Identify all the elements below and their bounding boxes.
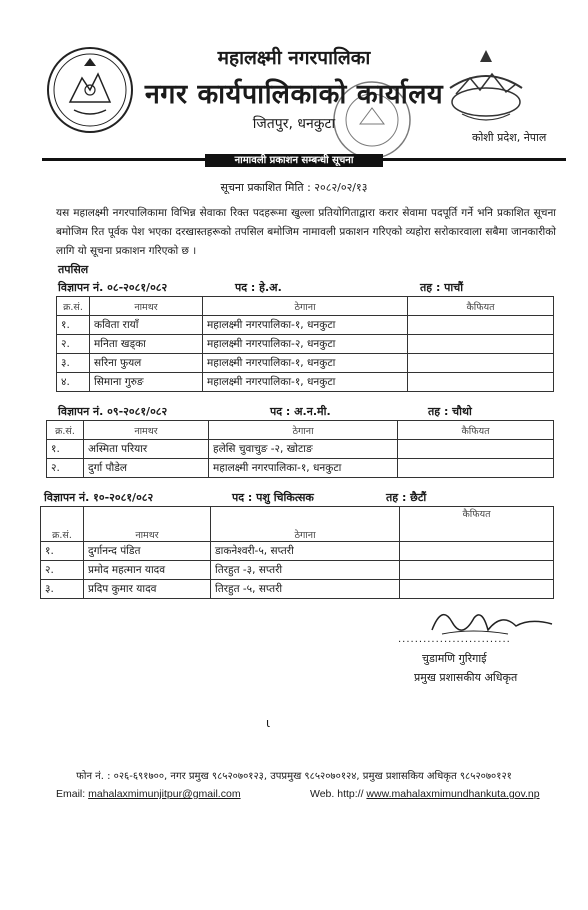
cell-remarks	[408, 373, 554, 392]
cell-name: सरिना फुयल	[90, 354, 203, 373]
applicant-table	[46, 420, 554, 478]
applicant-table	[56, 296, 554, 392]
cell-serial: ३.	[57, 354, 90, 373]
cell-serial: ४.	[57, 373, 90, 392]
cell-name: दुर्गा पौडेल	[84, 459, 209, 478]
col-address: ठेगाना	[211, 507, 400, 542]
cell-remarks	[408, 316, 554, 335]
cell-remarks	[398, 459, 554, 478]
table-row	[57, 335, 554, 354]
table-row	[57, 373, 554, 392]
table-row	[41, 561, 554, 580]
cell-remarks	[408, 354, 554, 373]
cell-name: अस्मिता परियार	[84, 440, 209, 459]
cell-serial: ३.	[41, 580, 84, 599]
col-serial: क्र.सं.	[41, 507, 84, 542]
col-name: नामथर	[90, 297, 203, 316]
table-header-row	[57, 297, 554, 316]
stray-mark: ɩ	[266, 716, 271, 730]
cell-name: प्रदिप कुमार यादव	[84, 580, 211, 599]
advert-post: पद : पशु चिकित्सक	[232, 491, 314, 504]
table-row	[41, 542, 554, 561]
col-name: नामथर	[84, 507, 211, 542]
cell-serial: २.	[41, 561, 84, 580]
cell-serial: २.	[57, 335, 90, 354]
table-row	[57, 354, 554, 373]
signature-line: ...........................	[398, 634, 511, 645]
col-remarks: कैफियत	[408, 297, 554, 316]
advert-post: पद : अ.न.मी.	[270, 405, 331, 418]
applicant-table	[40, 506, 554, 599]
advert-level: तह : पाचौं	[420, 281, 464, 294]
cell-address: तिरहुत -५, सप्तरी	[211, 580, 400, 599]
cell-serial: १.	[47, 440, 84, 459]
cell-address: महालक्ष्मी नगरपालिका-२, धनकुटा	[203, 335, 408, 354]
advert-level: तह : छैटौं	[386, 491, 427, 504]
advert-number: विज्ञापन नं. ०८-२०८१/०८२	[58, 281, 168, 294]
cell-address: डाकनेश्वरी-५, सप्तरी	[211, 542, 400, 561]
organization-name: महालक्ष्मी नगरपालिका	[217, 47, 371, 69]
advert-number: विज्ञापन नं. ०९-२०८१/०८२	[58, 405, 168, 418]
cell-address: तिरहुत -३, सप्तरी	[211, 561, 400, 580]
cell-address: महालक्ष्मी नगरपालिका-१, धनकुटा	[209, 459, 398, 478]
cell-address: महालक्ष्मी नगरपालिका-१, धनकुटा	[203, 354, 408, 373]
cell-address: हलेसि चुवाचुङ -२, खोटाङ	[209, 440, 398, 459]
web-label: Web. http://	[310, 788, 364, 800]
col-remarks: कैफियत	[400, 507, 554, 542]
table-row	[47, 440, 554, 459]
cell-serial: १.	[41, 542, 84, 561]
table-header-row	[41, 507, 554, 542]
advert-number: विज्ञापन नं. १०-२०८१/०८२	[44, 491, 154, 504]
advert-level: तह : चौथो	[428, 405, 472, 418]
advert-post: पद : हे.अ.	[235, 281, 282, 294]
published-date: सूचना प्रकाशित मिति : २०८२/०२/१३	[220, 181, 368, 194]
cell-name: दुर्गानन्द पंडित	[84, 542, 211, 561]
footer-email	[56, 788, 241, 800]
signatory-title: प्रमुख प्रशासकीय अधिकृत	[414, 671, 518, 684]
cell-remarks	[400, 561, 554, 580]
cell-name: सिमाना गुरुङ	[90, 373, 203, 392]
col-serial: क्र.सं.	[57, 297, 90, 316]
web-link[interactable]: www.mahalaxmimundhankuta.gov.np	[366, 788, 540, 800]
table-row	[47, 459, 554, 478]
cell-remarks	[398, 440, 554, 459]
cell-remarks	[400, 580, 554, 599]
cell-remarks	[408, 335, 554, 354]
notice-banner: नामावली प्रकाशन सम्बन्धी सूचना	[205, 154, 383, 167]
col-remarks: कैफियत	[398, 421, 554, 440]
signatory-name: चुडामणि गुरिगाई	[422, 652, 487, 665]
email-label: Email:	[56, 788, 86, 800]
cell-remarks	[400, 542, 554, 561]
table-header-row	[47, 421, 554, 440]
col-serial: क्र.सं.	[47, 421, 84, 440]
table-row	[41, 580, 554, 599]
cell-address: महालक्ष्मी नगरपालिका-१, धनकुटा	[203, 316, 408, 335]
cell-name: प्रमोद महत्मान यादव	[84, 561, 211, 580]
cell-serial: १.	[57, 316, 90, 335]
schedule-label: तपसिल	[58, 263, 89, 276]
table-row	[57, 316, 554, 335]
cell-address: महालक्ष्मी नगरपालिका-१, धनकुटा	[203, 373, 408, 392]
province-label: कोशी प्रदेश, नेपाल	[472, 131, 547, 144]
footer-phone: फोन नं. : ०२६-६९१७००, नगर प्रमुख ९८५२०७०१२३, उपप्रमुख ९८५२०७०१२४, प्रमुख प्रशासकिय अधिकृत ९८५२०७०१२१	[76, 771, 512, 782]
cell-name: मनिता खड्का	[90, 335, 203, 354]
notice-body: यस महालक्ष्मी नगरपालिकामा विभिन्न सेवाका रिक्त पदहरूमा खुल्ला प्रतियोगिताद्वारा करार सेवामा पदपूर्ति गर्ने भनि प्रकाशित सूचना बमोजिम रित पूर्वक पेश भएका दरखास्तहरूको तपसिल बमोजिम नामावली प्रकाशन गरिएको व्यहोरा सरोकारवाला सबैमा जानकारीको लागि यो सूचना प्रकाशन गरिएको छ ।	[56, 207, 556, 257]
email-link[interactable]: mahalaxmimunjitpur@gmail.com	[88, 788, 241, 800]
col-name: नामथर	[84, 421, 209, 440]
footer-web	[310, 788, 540, 800]
col-address: ठेगाना	[203, 297, 408, 316]
office-name: नगर कार्यपालिकाको कार्यालय	[144, 79, 444, 110]
cell-serial: २.	[47, 459, 84, 478]
col-address: ठेगाना	[209, 421, 398, 440]
office-location: जितपुर, धनकुटा	[252, 116, 336, 132]
cell-name: कविता रायाँ	[90, 316, 203, 335]
